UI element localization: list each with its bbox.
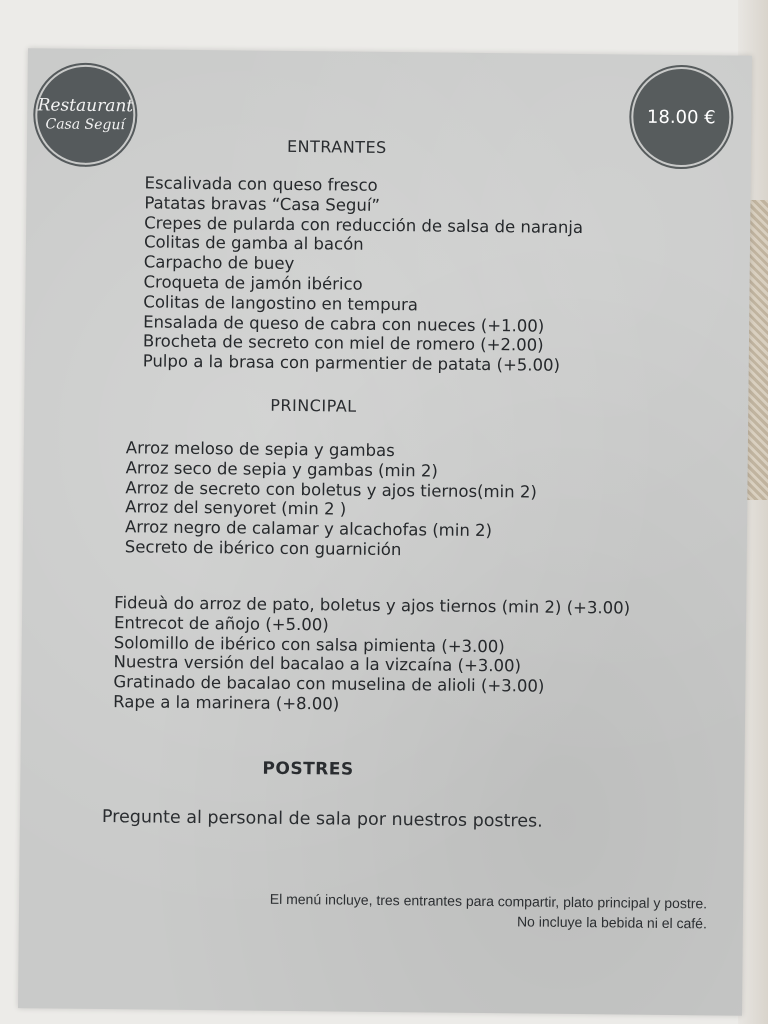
- menu-footer: [269, 889, 707, 934]
- list-item: Gratinado de bacalao con muselina de alioli (+3.00): [113, 672, 545, 696]
- footer-line-1: El menú incluye, tres entrantes para compartir, plato principal y postre.: [269, 890, 708, 912]
- list-item: Arroz meloso de sepia y gambas: [125, 438, 395, 461]
- list-item: Arroz de secreto con boletus y ajos tiernos(min 2): [125, 477, 537, 502]
- list-item: Rape a la marinera (+8.00): [113, 692, 340, 714]
- list-item: Arroz negro de calamar y alcachofas (min 2): [124, 517, 493, 541]
- list-item: Escalivada con queso fresco: [144, 173, 378, 195]
- principal-list-a: [125, 438, 538, 561]
- list-item: Nuestra versión del bacalao a la vizcaína (+3.00): [113, 652, 522, 676]
- postres-note: Pregunte al personal de sala por nuestros postres.: [101, 807, 543, 832]
- postres-heading: POSTRES: [262, 758, 354, 780]
- list-item: Colitas de gamba al bacón: [143, 232, 364, 255]
- list-item: Patatas bravas “Casa Seguí”: [144, 193, 381, 215]
- list-item: Fideuà do arroz de pato, boletus y ajos tiernos (min 2) (+3.00): [114, 593, 631, 618]
- entrantes-heading: ENTRANTES: [286, 136, 387, 157]
- menu-sheet: [18, 48, 752, 1016]
- principal-heading: PRINCIPAL: [270, 395, 357, 416]
- list-item: Brocheta de secreto con miel de romero (+2.00): [142, 331, 544, 355]
- list-item: Pulpo a la brasa con parmentier de patata (+5.00): [142, 351, 561, 375]
- price-badge: 18.00 €: [631, 67, 732, 168]
- list-item: Ensalada de queso de cabra con nueces (+1.00): [143, 312, 545, 336]
- list-item: Crepes de pularda con reducción de salsa de naranja: [144, 213, 584, 237]
- list-item: Croqueta de jamón ibérico: [143, 272, 363, 294]
- list-item: Carpacho de buey: [143, 252, 295, 274]
- list-item: Arroz seco de sepia y gambas (min 2): [125, 458, 438, 481]
- entrantes-list: [143, 173, 584, 376]
- list-item: Entrecot de añojo (+5.00): [113, 612, 329, 635]
- principal-list-b: [113, 593, 630, 717]
- footer-line-2: No incluye la bebida ni el café.: [516, 913, 707, 932]
- list-item: Arroz del senyoret (min 2 ): [125, 497, 347, 519]
- list-item: Solomillo de ibérico con salsa pimienta (+3.00): [113, 632, 505, 656]
- restaurant-logo: [35, 64, 136, 165]
- logo-line-2: Casa Seguí: [45, 116, 125, 134]
- logo-line-1: Restaurant: [37, 95, 134, 117]
- list-item: Secreto de ibérico con guarnición: [124, 537, 402, 560]
- list-item: Colitas de langostino en tempura: [143, 292, 419, 315]
